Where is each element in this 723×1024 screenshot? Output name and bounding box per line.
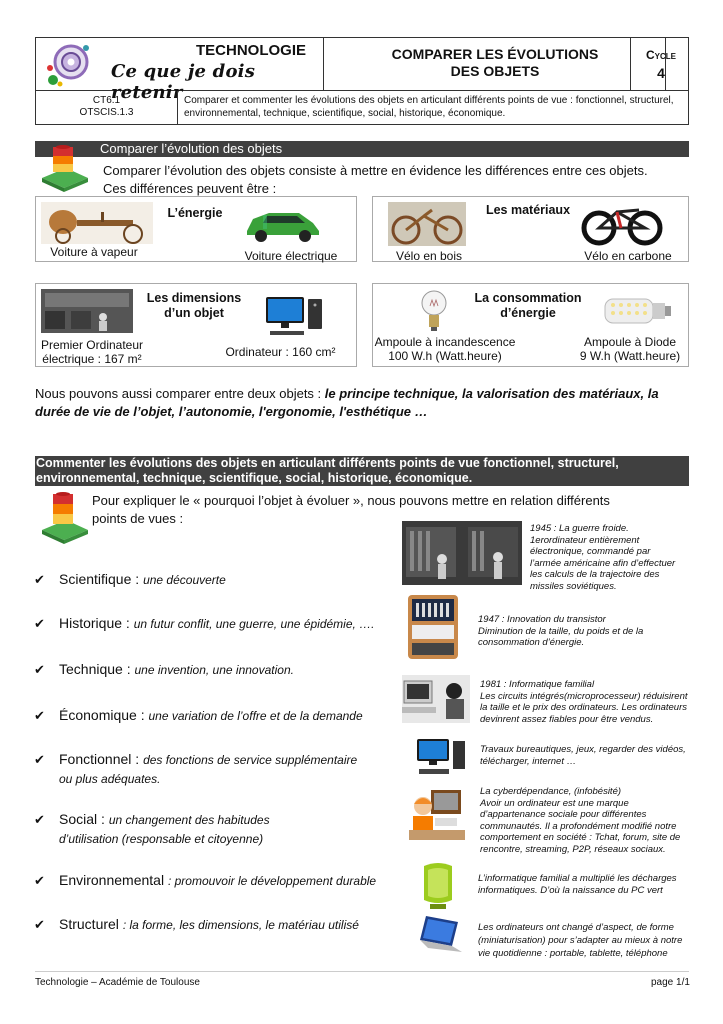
cycle-divider xyxy=(630,37,631,90)
electric-car-caption: Voiture électrique xyxy=(244,249,338,263)
note-line: L’informatique familial a multiplié les décharges xyxy=(478,873,677,884)
footer-left: Technologie – Académie de Toulouse xyxy=(35,977,200,988)
code-ct: CT6.1 xyxy=(92,95,121,106)
checkmark-icon: ✔ xyxy=(34,917,45,932)
box-consommation-title-l1: La consommation xyxy=(474,291,582,305)
pov-environnemental xyxy=(34,871,377,890)
personal-computer-1981-image xyxy=(402,675,470,723)
pov-label: Structurel xyxy=(59,916,123,932)
pov-label: Fonctionnel : xyxy=(59,751,144,767)
pov-desc: : promouvoir le développement durable xyxy=(167,874,377,888)
cycle-label: Cycle xyxy=(645,48,676,62)
note-line: (miniaturisation) pour s’adapter au mieux à notre xyxy=(478,935,683,946)
note-line: 1947 : Innovation du transistor xyxy=(478,614,606,625)
modern-computer-image xyxy=(264,295,326,337)
carbon-bike-caption: Vélo en carbone xyxy=(584,249,672,263)
pov-label: Historique : xyxy=(59,615,134,631)
page-title xyxy=(324,46,666,80)
box-materiaux-title: Les matériaux xyxy=(485,203,571,217)
footer-page: page 1/1 xyxy=(651,977,690,988)
note-line: électronique, commandé par xyxy=(530,546,651,557)
note-environnement xyxy=(478,873,677,896)
page-title-line2: DES OBJETS xyxy=(450,63,540,79)
desktop-computer-icon xyxy=(415,737,467,777)
pov-economique xyxy=(34,706,363,725)
technology-title: TECHNOLOGIE xyxy=(196,42,307,59)
box-dimensions-title xyxy=(139,291,249,321)
electric-car-image xyxy=(241,205,323,243)
eniac-computer-image xyxy=(402,521,522,585)
box-energie-title: L’énergie xyxy=(167,206,223,220)
carbon-bike-image xyxy=(581,200,663,246)
note-1947 xyxy=(478,614,643,649)
led-caption-l1: Ampoule à Diode xyxy=(583,335,677,349)
first-computer-caption-l1: Premier Ordinateur xyxy=(40,338,144,352)
pov-structurel xyxy=(34,915,359,934)
pov-label: Technique : xyxy=(59,661,135,677)
also-bold-l2: durée de vie de l’objet, l’autonomie, l'ergonomie, l'esthétique … xyxy=(35,404,428,419)
led-caption-l2: 9 W.h (Watt.heure) xyxy=(579,349,681,363)
note-line: informatiques. D’où la naissance du PC vert xyxy=(478,884,663,896)
note-line: comportement en société : Tchat, forum, site de xyxy=(480,832,681,843)
note-line: Travaux bureautiques, jeux, regarder des vidéos, xyxy=(480,744,686,755)
checkmark-icon: ✔ xyxy=(34,708,45,723)
box-consommation-title xyxy=(468,291,588,321)
transistor-computer-image xyxy=(404,593,462,661)
first-computer-image xyxy=(41,289,133,333)
pov-scientifique xyxy=(34,570,226,589)
note-line: 1erordinateur entièrement xyxy=(530,534,640,546)
also-prefix: Nous pouvons aussi comparer entre deux objets : xyxy=(35,386,325,401)
section1-bar xyxy=(35,141,689,157)
led-bulb-image xyxy=(601,289,673,331)
note-1945 xyxy=(530,523,675,592)
pov-fonctionnel xyxy=(34,750,358,788)
competence-description: Comparer et commenter les évolutions des objets en articulant différents points de vue : fonctionnel, structurel, environnemental, technique, scientifique, social, historique, économique. xyxy=(184,95,674,119)
modern-computer-caption: Ordinateur : 160 cm² xyxy=(225,345,336,359)
pov-social xyxy=(34,810,270,848)
technology-logo xyxy=(44,42,94,88)
checkmark-icon: ✔ xyxy=(34,873,45,888)
incandescent-caption-l1: Ampoule à incandescence xyxy=(374,335,516,349)
pov-desc: un futur conflit, une guerre, une épidémie, …. xyxy=(133,617,375,631)
section1-also-l2 xyxy=(35,404,691,420)
steam-car-caption: Voiture à vapeur xyxy=(50,245,138,259)
pov-label: Environnemental xyxy=(59,872,168,888)
note-line: vie quotidienne : portable, tablette, téléphone xyxy=(478,948,668,959)
checkmark-icon: ✔ xyxy=(34,812,45,827)
first-computer-caption-l2: électrique : 167 m² xyxy=(42,352,142,366)
note-social xyxy=(480,786,680,855)
steam-car-image xyxy=(41,202,153,244)
pov-desc-cont: ou plus adéquates. xyxy=(59,772,161,786)
note-line: 1945 : La guerre froide. xyxy=(530,523,629,534)
box-dimensions xyxy=(35,283,357,367)
note-line: 1981 : Informatique familial xyxy=(480,679,595,690)
note-line: missiles soviétiques. xyxy=(530,580,617,592)
pov-desc-cont: d’utilisation (responsable et citoyenne) xyxy=(59,832,264,846)
box-consommation xyxy=(372,283,689,367)
note-line: La cyberdépendance, (infobésité) xyxy=(480,786,622,797)
pov-label: Économique : xyxy=(59,707,149,723)
computer-addict-cartoon-image xyxy=(405,786,467,846)
laptop-image xyxy=(418,912,464,958)
box-consommation-title-l2: d’énergie xyxy=(500,306,556,320)
box-dimensions-title-l1: Les dimensions xyxy=(146,291,242,305)
main-title-cell xyxy=(324,38,666,91)
note-line: Avoir un ordinateur est une marque xyxy=(480,797,629,809)
box-energie xyxy=(35,196,357,262)
section1-title: Comparer l’évolution des objets xyxy=(100,141,283,156)
pov-label: Scientifique : xyxy=(59,571,144,587)
section1-intro-l1: Comparer l’évolution des objets consiste à mettre en évidence les différences entre ces objets. xyxy=(103,163,648,178)
incandescent-caption-l2: 100 W.h (Watt.heure) xyxy=(388,349,502,363)
section2-intro-l1: Pour expliquer le « pourquoi l’objet à évoluer », nous pouvons mettre en relation différents xyxy=(92,493,610,508)
note-line: télécharger, internet … xyxy=(480,755,577,767)
pov-desc: : la forme, les dimensions, le matériau utilisé xyxy=(122,918,359,932)
note-usages xyxy=(480,744,686,767)
cycle-number: 4 xyxy=(657,65,665,81)
checkmark-icon: ✔ xyxy=(34,572,45,587)
first-computer-caption xyxy=(36,338,148,366)
section2-bar xyxy=(35,456,689,486)
incandescent-bulb-image xyxy=(419,288,449,336)
note-line: rencontre, streaming, P2P, réseaux sociaux. xyxy=(480,843,666,855)
checkmark-icon: ✔ xyxy=(34,662,45,677)
note-line: Diminution de la taille, du poids et de la xyxy=(478,625,644,637)
cycle-cell xyxy=(634,46,688,82)
note-line: la taille et le prix des ordinateurs. Les ordinateurs xyxy=(480,702,688,713)
note-line: Les ordinateurs ont changé d’aspect, de forme xyxy=(478,922,674,933)
pov-desc: une variation de l’offre et de la demande xyxy=(148,709,363,723)
tech-subtitle: Ce que je dois retenir xyxy=(111,61,256,103)
note-line: Les circuits intégrés(microprocesseur) réduisirent xyxy=(480,690,688,702)
pov-desc: des fonctions de service supplémentaire xyxy=(143,753,358,767)
note-line: d’appartenance sociale pour différentes xyxy=(480,809,647,820)
note-line: devinrent assez fiables pour être vendus. xyxy=(480,713,654,725)
checkmark-icon: ✔ xyxy=(34,616,45,631)
section2-title-l1: Commenter les évolutions des objets en articulant différents points de vue fonctionnel, structurel, xyxy=(36,456,619,470)
also-bold-l1: le principe technique, la valorisation des matériaux, la xyxy=(324,386,659,401)
page-title-line1: COMPARER LES ÉVOLUTIONS xyxy=(391,46,599,62)
competence-codes xyxy=(36,91,178,124)
note-line: consommation d’énergie. xyxy=(478,637,585,648)
pov-desc: une invention, une innovation. xyxy=(134,663,294,677)
wooden-bike-image xyxy=(388,202,466,246)
section2-title-l2: environnemental, technique, scientifique, social, historique, économique. xyxy=(36,471,473,485)
pov-label: Social : xyxy=(59,811,109,827)
green-pc-image xyxy=(418,860,458,912)
box-materiaux xyxy=(372,196,689,262)
checkmark-icon: ✔ xyxy=(34,752,45,767)
lego-blocks-icon xyxy=(38,144,92,194)
header-table xyxy=(35,37,689,125)
note-line: communautés. Il a profondément modifié notre xyxy=(480,820,677,832)
pov-historique xyxy=(34,614,375,633)
incandescent-bulb-caption xyxy=(373,335,517,363)
box-dimensions-title-l2: d’un objet xyxy=(164,306,224,320)
section1-intro-l2: Ces différences peuvent être : xyxy=(103,181,277,196)
pov-desc: un changement des habitudes xyxy=(108,813,270,827)
lego-tower-icon xyxy=(38,488,92,546)
section2-intro-l2: points de vues : xyxy=(92,511,184,526)
note-line: l’armée américaine afin d’effectuer xyxy=(530,557,676,569)
pov-desc: une découverte xyxy=(143,573,226,587)
wooden-bike-caption: Vélo en bois xyxy=(395,249,463,263)
footer-divider xyxy=(35,971,689,972)
pov-technique xyxy=(34,660,294,679)
note-line: les calculs de la trajectoire des xyxy=(530,569,660,580)
code-otscis: OTSCIS.1.3 xyxy=(79,107,134,118)
note-1981 xyxy=(480,679,688,725)
led-bulb-caption xyxy=(571,335,689,363)
section1-also-l1 xyxy=(35,386,691,402)
note-structurel xyxy=(478,921,682,960)
